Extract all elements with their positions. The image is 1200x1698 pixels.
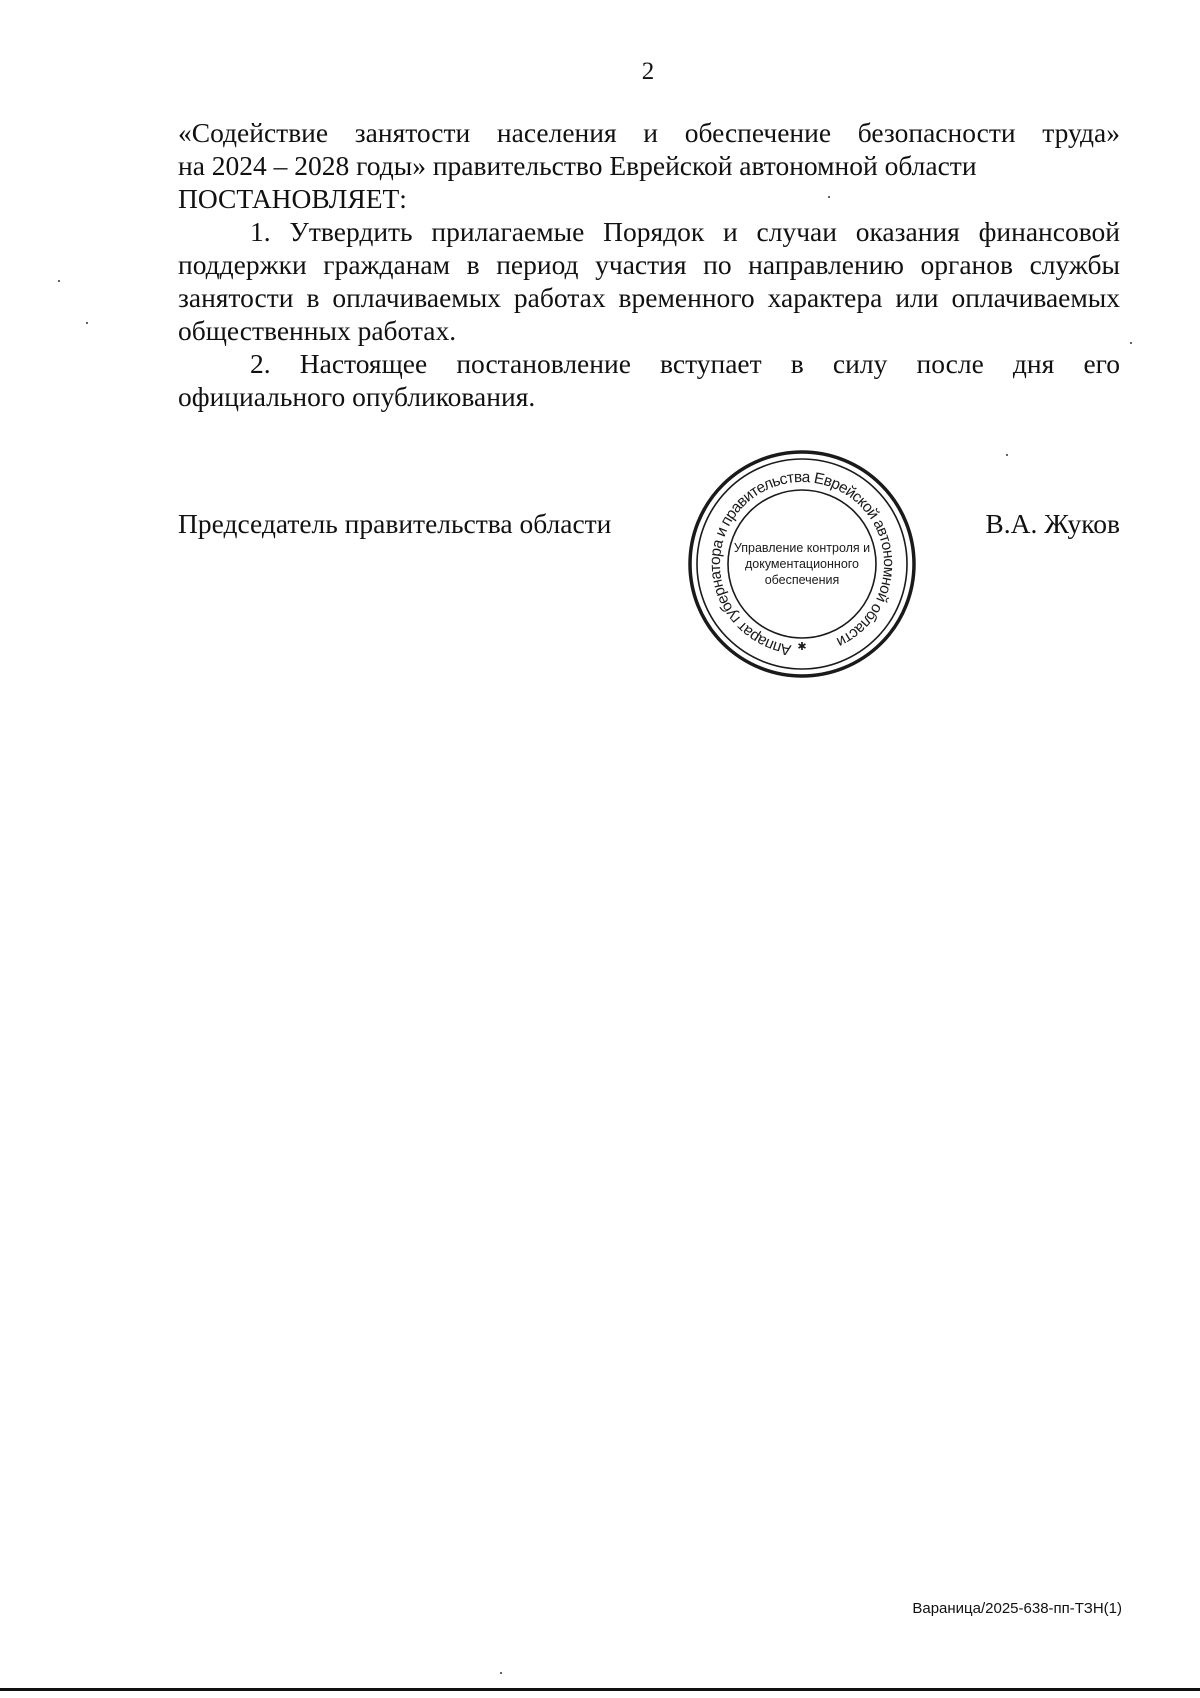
bottom-border-line bbox=[0, 1688, 1200, 1691]
stamp-inner-line-1: Управление контроля и bbox=[733, 541, 871, 555]
body-line-3: ПОСТАНОВЛЯЕТ: bbox=[178, 183, 407, 214]
footer-code: Вараница/2025-638-пп-ТЗН(1) bbox=[912, 1600, 1122, 1617]
official-stamp bbox=[686, 448, 918, 680]
item-1-line-2: поддержки гражданам в период участия по направлению органов службы bbox=[178, 249, 1120, 280]
item-1-line-1: 1. Утвердить прилагаемые Порядок и случаи оказания финансовой bbox=[250, 216, 1120, 247]
scan-speck-5 bbox=[1006, 454, 1008, 456]
item-1-line-4: общественных работах. bbox=[178, 315, 457, 346]
item-2-line-1: 2. Настоящее постановление вступает в силу после дня его bbox=[250, 348, 1120, 379]
signature-name: В.А. Жуков bbox=[985, 508, 1120, 539]
body-line-2: на 2024 – 2028 годы» правительство Еврейской автономной области bbox=[178, 150, 977, 181]
body-line-1: «Содействие занятости населения и обеспечение безопасности труда» bbox=[178, 117, 1120, 148]
item-2-line-2: официального опубликования. bbox=[178, 381, 536, 412]
scan-speck-3 bbox=[828, 196, 830, 198]
signature-title: Председатель правительства области bbox=[178, 508, 612, 539]
scan-speck-6 bbox=[500, 1672, 502, 1674]
stamp-inner-line-3: обеспечения bbox=[764, 573, 840, 587]
stamp-star: ✱ bbox=[797, 640, 807, 653]
scan-speck-4 bbox=[1130, 342, 1132, 344]
scan-speck-1 bbox=[58, 280, 60, 282]
stamp-inner-line-2: документационного bbox=[744, 557, 860, 571]
item-1-line-3: занятости в оплачиваемых работах временного характера или оплачиваемых bbox=[178, 282, 1120, 313]
document-body bbox=[178, 116, 1120, 413]
page-number: 2 bbox=[641, 58, 655, 85]
stamp-outer-text: Аппарат губернатора и правительства Еврейской автономной области bbox=[706, 468, 898, 659]
scan-speck-2 bbox=[86, 322, 88, 324]
